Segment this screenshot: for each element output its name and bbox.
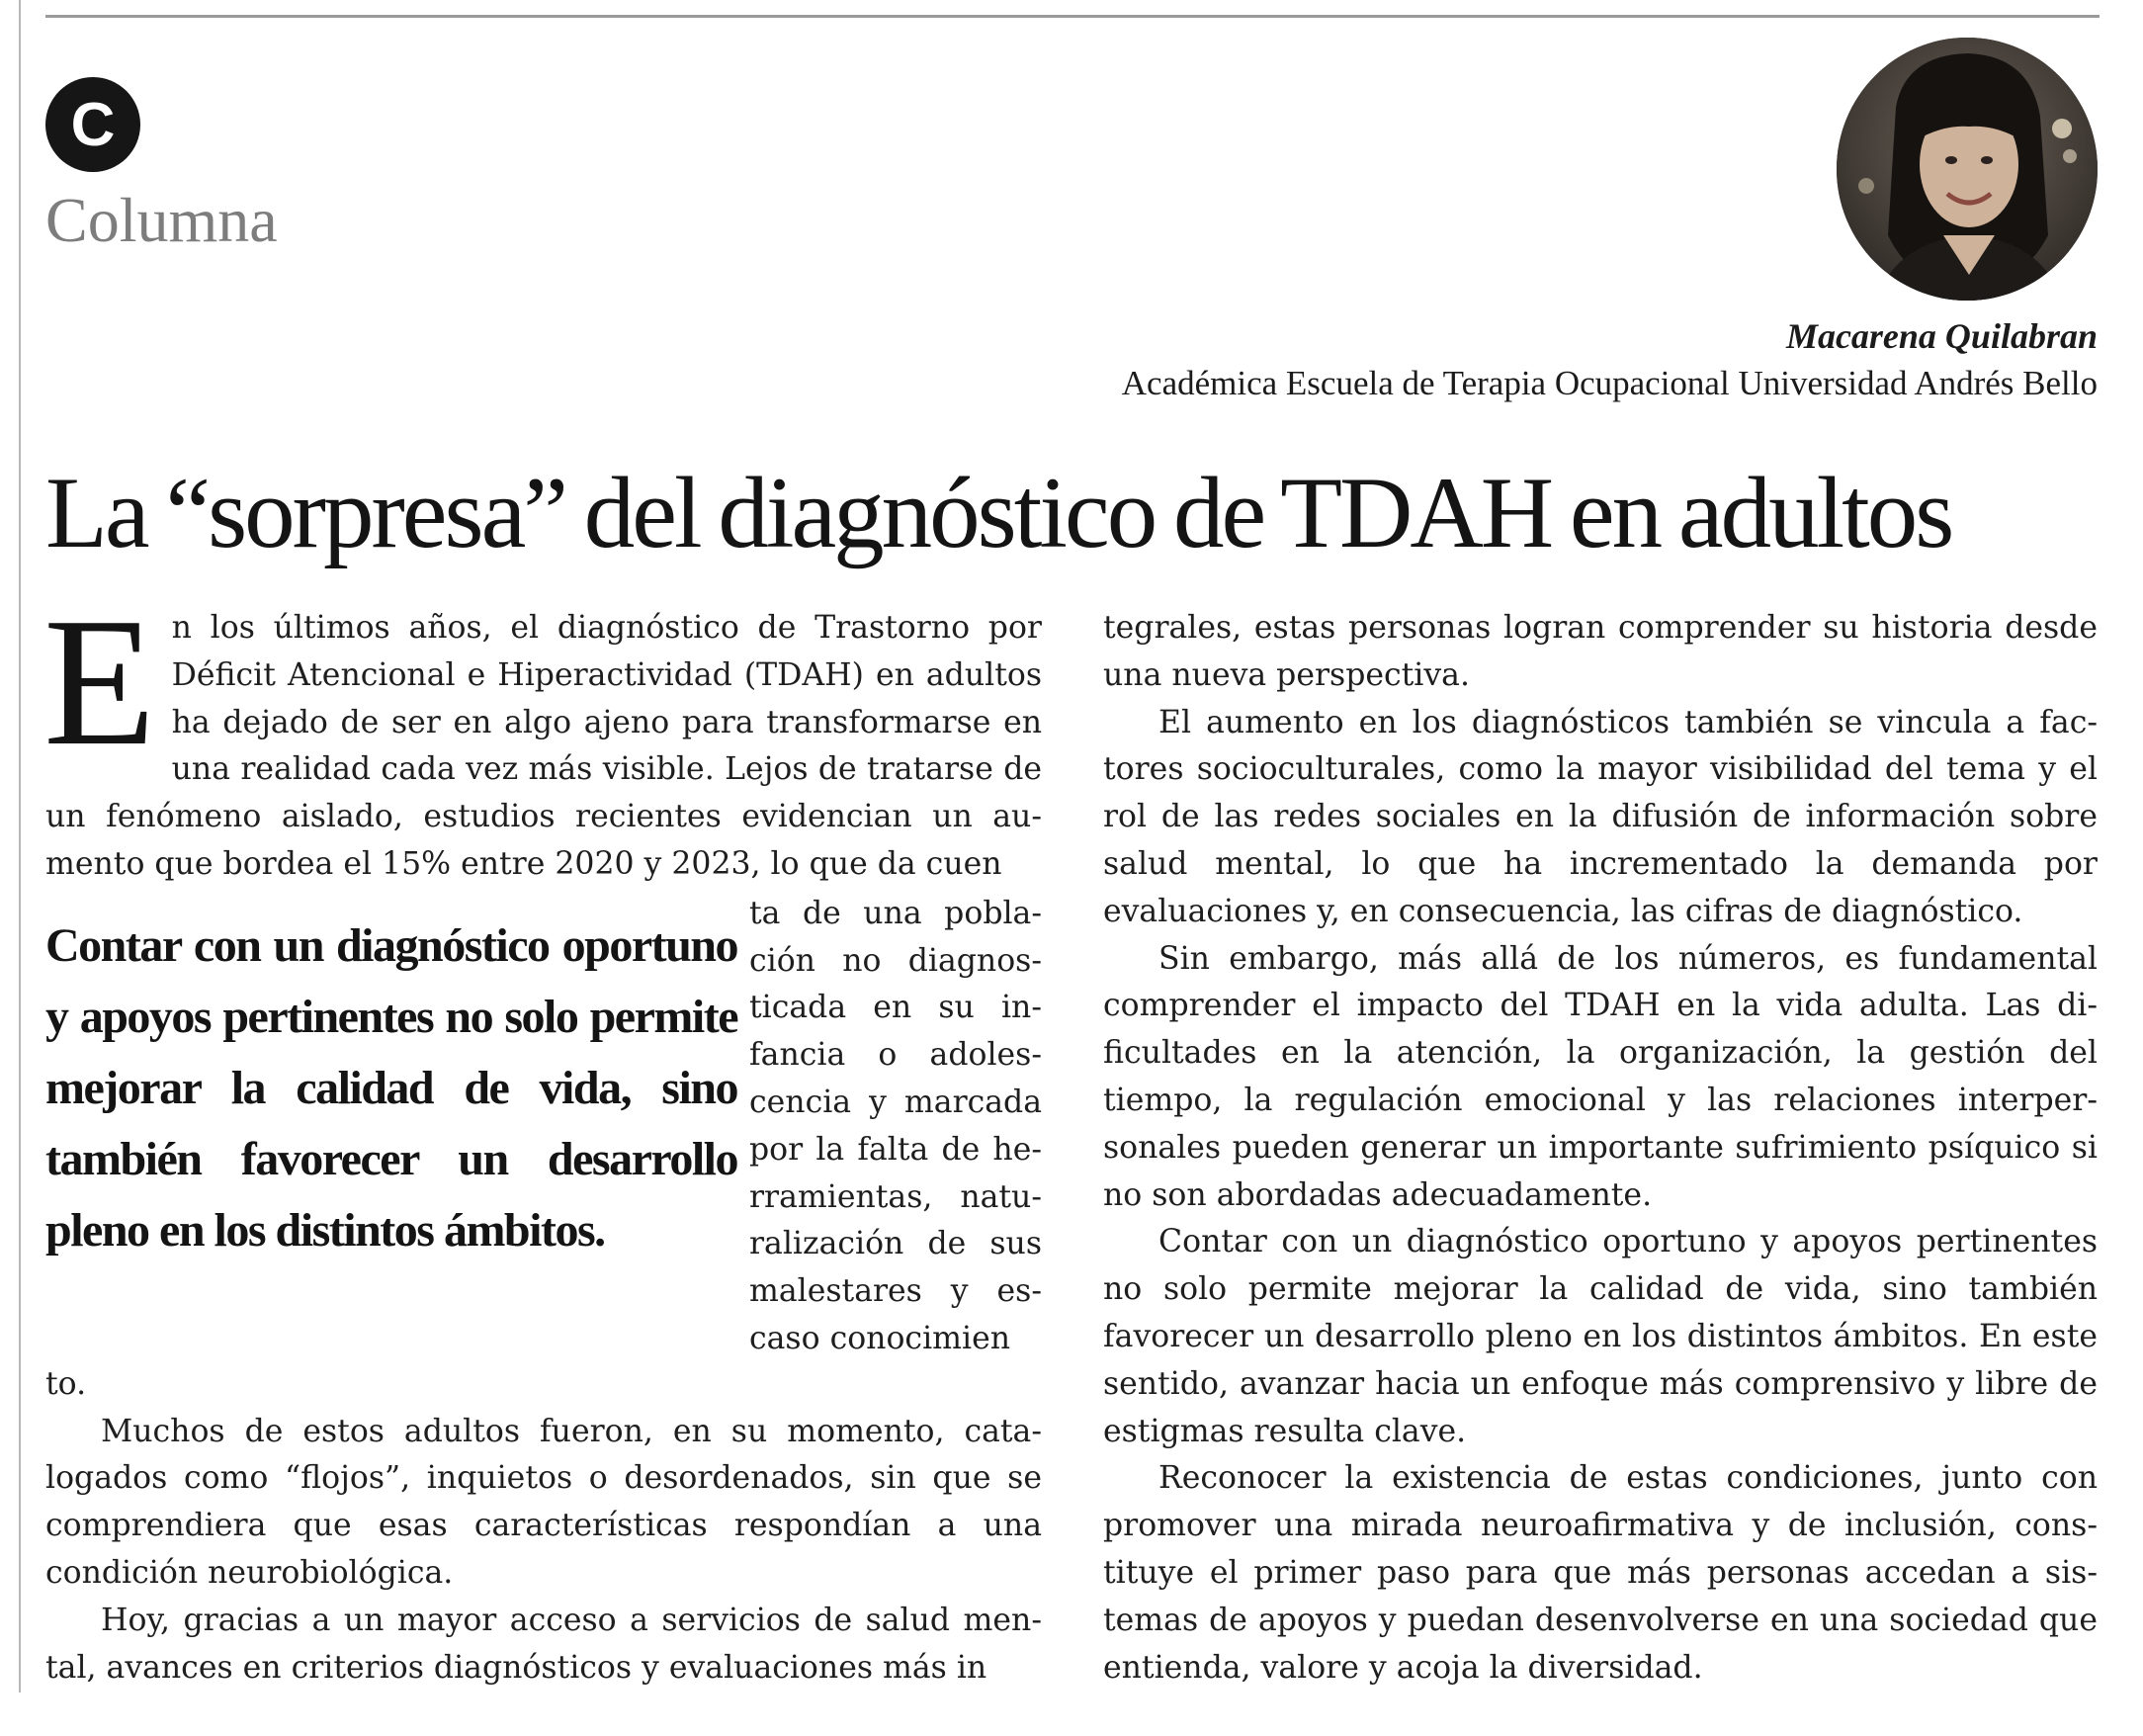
right-column bbox=[1103, 605, 2098, 1692]
intro-paragraph bbox=[43, 580, 1042, 889]
section-badge: C bbox=[45, 77, 140, 172]
author-name: Macarena Quilabran bbox=[1785, 316, 2098, 356]
drop-cap: E bbox=[43, 580, 156, 784]
top-rule bbox=[45, 15, 2100, 18]
pullquote: Contar con un diagnóstico oportuno y apoyos pertinentes no solo permite mejorar la calidad de vida, sino también favorecer un desarrollo pleno en los distintos ámbitos. bbox=[45, 918, 737, 1257]
left-margin-rule bbox=[19, 0, 21, 1693]
paragraph: Sin embargo, más allá de los números, es fundamental comprender el impacto del TDAH en la vida adulta. Las dificultades en la atención, la organización, la gestión del tiempo, la regulación emocional y las relaciones interpersonales pueden generar un importante sufrimiento psíquico si no son abordadas adecuadamente. bbox=[1103, 940, 2098, 1213]
intro-text: n los últimos años, el diagnóstico de Trastorno por Déficit Atencional e Hiperactividad (TDAH) en adultos ha dejado de ser en algo ajeno para transformarse en una realidad cada vez más visible. Lejos de tratarse de un fenómeno aislado, estudios recientes evidencian un aumento que bordea el 15% entre 2020 y 2023, lo que da cuen bbox=[45, 610, 1042, 882]
author-role: Académica Escuela de Terapia Ocupacional Universidad Andrés Bello bbox=[1121, 364, 2098, 402]
wrapped-text: ta de una población no diagnosticada en su infancia o adolescencia y marcada por la falta de herramientas, naturalización de sus malestares y escaso conocimien bbox=[749, 895, 1042, 1356]
paragraph: Reconocer la existencia de estas condiciones, junto con promover una mirada neuroafirmativa y de inclusión, constituye el primer paso para que más personas accedan a sistemas de apoyos y puedan desenvolverse en una sociedad que entienda, valore y acoja la diversidad. bbox=[1103, 1460, 2098, 1686]
author-portrait-icon bbox=[1837, 38, 2098, 301]
paragraph: El aumento en los diagnósticos también se vincula a factores socioculturales, como la mayor visibilidad del tema y el rol de las redes sociales en la difusión de información sobre salud mental, lo que ha incrementado la demanda por evaluaciones y, en consecuencia, las cifras de diagnóstico. bbox=[1103, 704, 2098, 929]
section-label: Columna bbox=[45, 185, 278, 255]
author-photo bbox=[1837, 38, 2098, 301]
pullquote-block bbox=[45, 891, 1042, 1361]
left-column bbox=[43, 580, 1042, 1692]
continuation-paragraph: tegrales, estas personas logran comprender su historia desde una nueva perspectiva. bbox=[1103, 610, 2098, 693]
intro-tail: to. bbox=[45, 1365, 87, 1402]
paragraph: Muchos de estos adultos fueron, en su momento, catalogados como “flojos”, inquietos o desordenados, sin que se comprendiera que esas características respondían a una condición neurobiológica. bbox=[45, 1413, 1042, 1591]
author-byline bbox=[1122, 312, 2098, 407]
paragraph: Contar con un diagnóstico oportuno y apoyos pertinentes no solo permite mejorar la calidad de vida, sino también favorecer un desarrollo pleno en los distintos ámbitos. En este sentido, avanzar hacia un enfoque más comprensivo y libre de estigmas resulta clave. bbox=[1103, 1224, 2098, 1449]
headline: La “sorpresa” del diagnóstico de TDAH en adultos bbox=[45, 457, 1952, 569]
paragraph: Hoy, gracias a un mayor acceso a servicios de salud mental, avances en criterios diagnósticos y evaluaciones más in bbox=[45, 1602, 1042, 1686]
